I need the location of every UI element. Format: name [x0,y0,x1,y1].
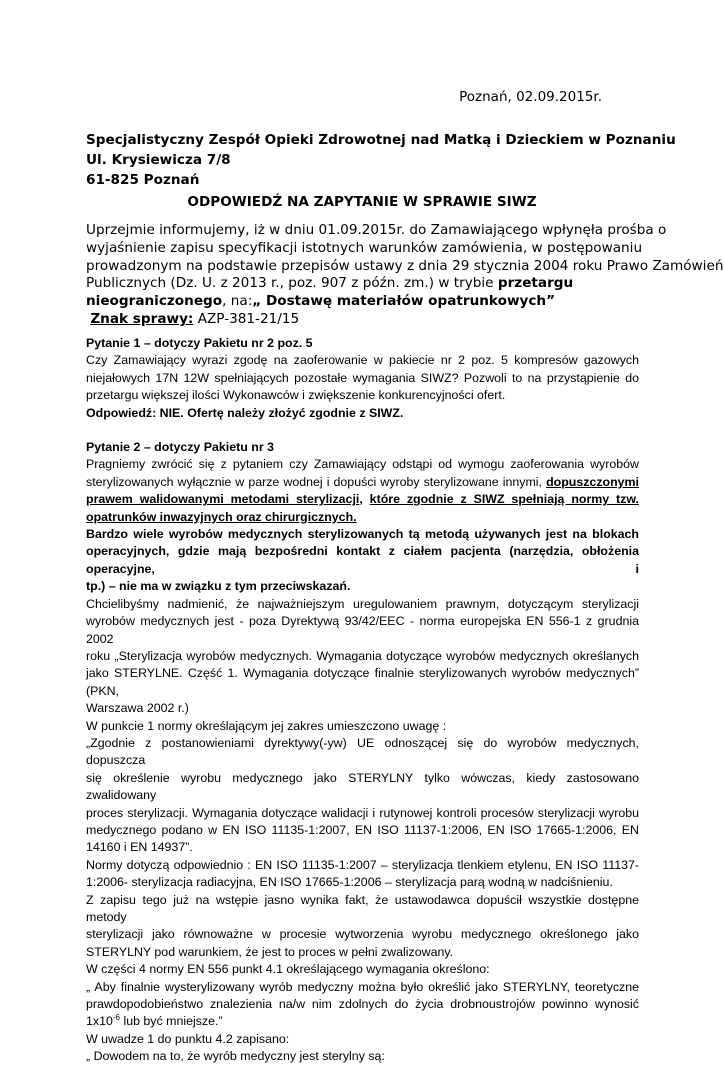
text: , [359,492,370,507]
body-line: „ Dowodem na to, że wyrób medyczny jest sterylny są: [86,1049,385,1064]
case-number-value: AZP-381-21/15 [193,310,300,327]
address-line: Ul. Krysiewicza 7/8 [86,152,231,168]
intro-line: prowadzonym na podstawie przepisów ustawy z dnia 29 stycznia 2004 roku Prawo Zamówień [86,257,724,274]
question-2-line: Pragniemy zwrócić się z pytaniem czy Zamawiający odstąpi od wymogu zaoferowania wyrobów [86,457,639,472]
body-line: wyrobów medycznych jest - poza Dyrektywą 93/42/EEC - norma europejska EN 556-1 z grudnia 2002 [86,614,639,646]
body-line: Z zapisu tego już na wstępie jasno wynika fakt, że ustawodawca dopuścił wszystkie dostępne metody [86,892,639,924]
address-line: Specjalistyczny Zespół Opieki Zdrowotnej nad Matką i Dzieckiem w Poznaniu [86,132,676,148]
intro-line: wyjaśnienie zapisu specyfikacji istotnych warunków zamówienia, w postępowaniu [86,239,643,256]
question-1-line: Czy Zamawiający wyrazi zgodę na zaoferowanie w pakiecie nr 2 poz. 5 kompresów gazowych [86,353,639,368]
body-line: sterylizacji jako równoważne w procesie wytworzenia wyrobu medycznego określonego jako [86,927,639,942]
address-line: 61-825 Poznań [86,172,200,188]
question-2-line: opatrunków inwazyjnych oraz chirurgicznych. [86,509,357,524]
case-number-line [86,311,642,329]
text: sterylizowanych wyłącznie w parze wodnej i dopuści wyroby sterylizowane innymi, [86,474,547,489]
intro-paragraph [86,222,724,329]
question-2-line [86,491,639,508]
question-1-line: przetargu większej ilości Wykonawców i zwiększenie konkurencyjności ofert. [86,388,506,403]
question-2-line [86,474,639,491]
exponent: -6 [112,1013,120,1023]
intro-bold: przetargu [497,275,574,292]
body-line: prawdopodobieństwo znalezienia na/w nim zdolnych do życia drobnoustrojów powinno wynosić [86,997,639,1012]
body-line: Normy dotyczą odpowiednio : EN ISO 11135-1:2007 – sterylizacja tlenkiem etylenu, EN ISO 11137- [86,857,639,872]
case-number-label: Znak sprawy: [90,310,194,327]
question-1-answer: Odpowiedź: NIE. Ofertę należy złożyć zgodnie z SIWZ. [86,405,404,420]
intro-text: , na: [222,293,253,310]
body-line: „Zgodnie z postanowieniami dyrektywy(-yw) UE odnoszącej się do wyrobów medycznych, dopuszcza [86,735,639,768]
body-line: W punkcie 1 normy określającym jej zakres umieszczono uwagę : [86,718,447,733]
underlined-text: prawem walidowanymi metodami sterylizacji [86,492,360,507]
spacer [86,422,639,439]
body-line: proces sterylizacji. Wymagania dotyczące walidacji i rutynowej kontroli procesów sterylizacji wyrobu [86,805,639,820]
body-line: Chcielibyśmy nadmienić, że najważniejszym uregulowaniem prawnym, dotyczącym sterylizacji [86,596,639,611]
body-line: W uwadze 1 do punktu 4.2 zapisano: [86,1031,290,1046]
underlined-text: dopuszczonymi [546,474,639,489]
probability-line [86,1013,639,1030]
body-line: jako STERYLNE. Część 1. Wymagania dotyczące finalnie sterylizowanych wyrobów medycznych” (PKN, [86,666,639,698]
recipient-address [86,130,676,190]
intro-line [86,275,642,293]
intro-text: Publicznych (Dz. U. z 2013 r., poz. 907 z późn. zm.) w trybie [86,275,498,292]
body-line: „ Aby finalnie wysterylizowany wyrób medyczny można było określić jako STERYLNY, teoretyczne [86,979,639,994]
document-body [86,335,639,1066]
question-1-heading: Pytanie 1 – dotyczy Pakietu nr 2 poz. 5 [86,336,313,350]
intro-line: Uprzejmie informujemy, iż w dniu 01.09.2015r. do Zamawiającego wpłynęła prośba o [86,222,667,238]
text: lub być mniejsze.” [120,1014,223,1029]
body-line: Warszawa 2002 r.) [86,701,189,716]
body-line: 14160 i EN 14937”. [86,840,193,855]
subject-title: „ Dostawę materiałów opatrunkowych” [252,293,556,310]
question-2-answer-line: Bardzo wiele wyrobów medycznych sterylizowanych tą metodą używanych jest na blokach [86,527,639,542]
body-line: medycznego podano w EN ISO 11135-1:2007, EN ISO 11137-1:2006, EN ISO 17665-1:2006, EN [86,822,639,837]
intro-line [86,293,642,311]
intro-bold: nieograniczonego [86,293,223,310]
body-line: 1:2006- sterylizacja radiacyjna, EN ISO 17665-1:2006 – sterylizacja parą wodną w nadciśnieniu. [86,875,613,890]
question-1-line: niejałowych 17N 12W spełniających pozostałe wymagania SIWZ? Pozwoli to na przystąpienie do [86,370,639,385]
body-line: W części 4 normy EN 556 punkt 4.1 określającego wymagania określono: [86,962,490,977]
body-line: STERYLNY pod warunkiem, że jest to proces w pełni zwalizowany. [86,944,454,959]
body-line: się określenie wyrobu medycznego jako STERYLNY tylko wówczas, kiedy zastosowano zwalidowany [86,770,639,803]
question-2-answer-line: tp.) – nie ma w związku z tym przeciwskazań. [86,579,351,594]
underlined-text: które zgodnie z SIWZ spełniają normy tzw. [369,492,640,507]
document-title: ODPOWIEDŹ NA ZAPYTANIE W SPRAWIE SIWZ [187,194,537,210]
body-line: roku „Sterylizacja wyrobów medycznych. Wymagania dotyczące wyrobów medycznych określanych [86,648,639,663]
question-2-heading: Pytanie 2 – dotyczy Pakietu nr 3 [86,440,275,455]
document-date: Poznań, 02.09.2015r. [459,89,602,105]
question-2-answer-line: operacyjnych, gdzie mają bezpośredni kontakt z ciałem pacjenta (narzędzia, obłożenia operacyjne, i [86,544,639,576]
text: 1x10 [86,1014,113,1029]
